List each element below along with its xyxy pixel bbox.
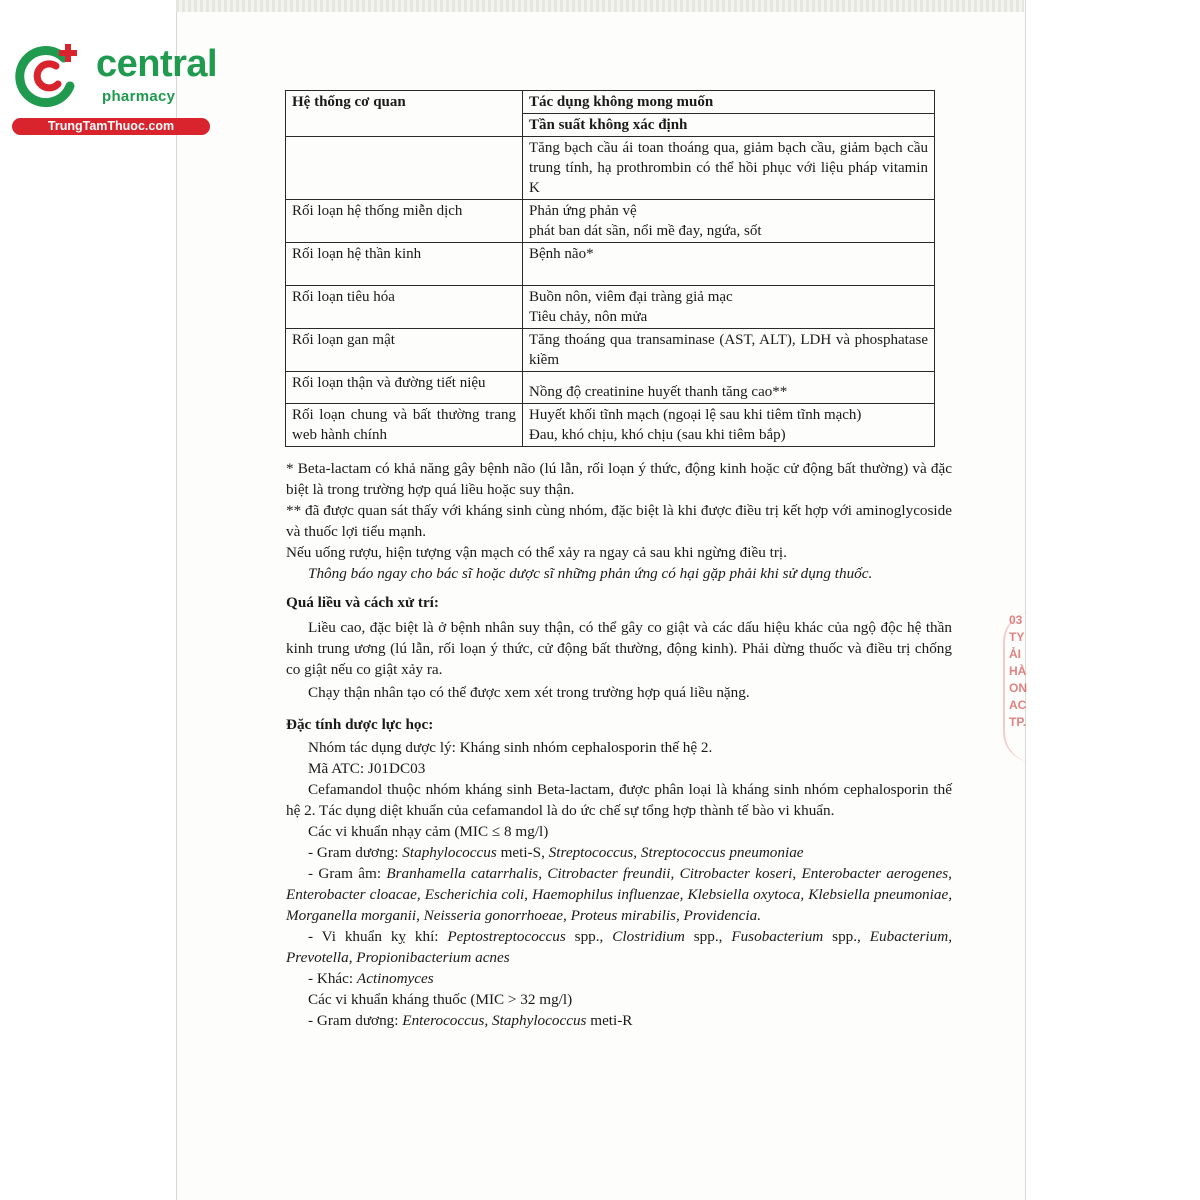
sensitive-bacteria-title: Các vi khuẩn nhạy cảm (MIC ≤ 8 mg/l) [308,823,549,840]
gram-negative-sensitive [286,863,952,926]
organism-list: Branhamella catarrhalis, Citrobacter freundii, Citrobacter koseri, Enterobacter aerogenes, Enterobacter cloacae, Escherichia coli, Haemophilus influenzae, Klebsiella oxytoca, Klebsiella pneumoniae, Morganella morganii, Neisseria gonorrhoeae, Proteus mirabilis, Providencia. [286,865,952,924]
stamp-text: TP. [1009,715,1027,729]
organism-qualifier: meti-S, [496,844,549,861]
table-footnotes [286,458,952,584]
table-row [286,200,935,243]
table-row [286,243,935,286]
organism-name: Streptococcus, Streptococcus pneumoniae [548,844,804,861]
header-adverse-effects: Tác dụng không mong muốn [523,91,935,114]
effects-cell [523,286,935,329]
organ-cell: Rối loạn chung và bất thường trang web hành chính [286,404,523,447]
anaerobic-sensitive [286,926,952,968]
resistant-bacteria-title: Các vi khuẩn kháng thuốc (MIC > 32 mg/l) [308,991,573,1008]
effect-line: Buồn nôn, viêm đại tràng giả mạc [529,289,733,305]
effect-line: Đau, khó chịu, khó chịu (sau khi tiêm bắp) [529,427,786,443]
stamp-text: HÀ [1009,664,1027,678]
note-report-adverse: Thông báo ngay cho bác sĩ hoặc dược sĩ những phản ứng có hại gặp phải khi sử dụng thuốc. [308,565,873,582]
central-pharmacy-logo[interactable] [10,38,218,138]
overdose-heading: Quá liều và cách xử trí: [286,594,439,611]
effect-line: Tiêu chảy, nôn mửa [529,309,648,325]
effect-line: Tăng thoáng qua transaminase (AST, ALT), LDH và phosphatase kiềm [529,332,928,368]
organ-cell: Rối loạn gan mật [286,329,523,372]
page-top-edge [176,0,1024,12]
table-row [286,372,935,404]
table-row [286,329,935,372]
organ-cell: Rối loạn hệ thần kinh [286,243,523,286]
effects-cell [523,137,935,200]
table-header-row [286,91,935,114]
pharmacy-logo-icon [12,40,80,108]
organism-qualifier: spp., [684,928,732,945]
gram-positive-resistant [286,1010,952,1031]
organism-qualifier: spp., [565,928,613,945]
effect-line-empty [529,264,928,284]
organism-name: Clostridium [612,928,685,945]
logo-brand-name: central [96,43,218,85]
effects-cell [523,200,935,243]
organism-name: Enterococcus, Staphylococcus [402,1012,587,1029]
overdose-paragraph: Liều cao, đặc biệt là ở bệnh nhân suy thận, có thể gây co giật và các dấu hiệu khác của ngộ độc hệ thần kinh trung ương (lú lẫn, rối loạn ý thức, cử động bất thường, động kinh). Phải dừng thuốc và điều trị chống co giật nếu co giật xảy ra. [286,619,952,678]
organ-cell: Rối loạn thận và đường tiết niệu [286,372,523,404]
footnote-beta-lactam: * Beta-lactam có khả năng gây bệnh não (lú lẫn, rối loạn ý thức, động kinh hoặc cử động bất thường) và đặc biệt là trong trường hợp quá liều hoặc suy thận. [286,460,952,498]
effects-cell [523,329,935,372]
pharmacodynamics-section [286,714,952,1031]
effect-line: Bệnh não* [529,246,594,262]
other-label: - Khác: [308,970,357,987]
organ-cell [286,137,523,200]
other-sensitive [286,968,952,989]
pharmacologic-group: Nhóm tác dụng dược lý: Kháng sinh nhóm cephalosporin thế hệ 2. [308,739,713,756]
header-frequency-unknown: Tần suất không xác định [523,114,935,137]
effect-line: Huyết khối tĩnh mạch (ngoại lệ sau khi tiêm tĩnh mạch) [529,407,862,423]
organism-name: Fusobacterium [731,928,824,945]
side-effects-table [285,90,935,447]
effects-cell [523,404,935,447]
footnote-aminoglycoside: ** đã được quan sát thấy với kháng sinh cùng nhóm, đặc biệt là khi được điều trị kết hợp với aminoglycoside và thuốc lợi tiểu mạnh. [286,502,952,540]
table-row [286,137,935,200]
effect-line: phát ban dát sần, nổi mề đay, ngứa, sốt [529,223,762,239]
note-alcohol: Nếu uống rượu, hiện tượng vận mạch có thể xảy ra ngay cả sau khi ngừng điều trị. [286,544,787,561]
mechanism-paragraph: Cefamandol thuộc nhóm kháng sinh Beta-lactam, được phân loại là kháng sinh nhóm cephalosporin thế hệ 2. Tác dụng diệt khuẩn của cefamandol là do ức chế sự tổng hợp thành tế bào vi khuẩn. [286,781,952,819]
gram-positive-label: - Gram dương: [308,844,403,861]
logo-brand-sub: pharmacy [102,88,176,105]
organism-name: Eubacterium, Prevotella, Propionibacterium acnes [286,928,952,966]
stamp-text: AC [1009,698,1027,712]
effects-cell [523,372,935,404]
stamp-text: 03 [1009,613,1023,627]
effect-line: Tăng bạch cầu ái toan thoáng qua, giảm bạch cầu, giảm bạch cầu trung tính, hạ prothrombin có thể hồi phục với liệu pháp vitamin K [529,140,928,196]
organism-name: Actinomyces [356,970,434,987]
gram-positive-sensitive [286,842,952,863]
header-organ-system: Hệ thống cơ quan [286,91,523,137]
effect-line: Phản ứng phản vệ [529,203,637,219]
effect-line: Nồng độ creatinine huyết thanh tăng cao** [529,384,788,400]
atc-code: Mã ATC: J01DC03 [308,760,426,777]
organ-cell: Rối loạn tiêu hóa [286,286,523,329]
anaerobic-label: - Vi khuẩn kỵ khí: [308,928,448,945]
organism-qualifier: meti-R [586,1012,633,1029]
table-row [286,404,935,447]
organism-name: Staphylococcus [402,844,497,861]
gram-positive-label: - Gram dương: [308,1012,403,1029]
stamp-text: ON [1009,681,1027,695]
logo-website-url[interactable]: TrungTamThuoc.com [12,118,210,135]
stamp-text: ẢI [1009,647,1021,661]
effects-cell [523,243,935,286]
organism-name: Peptostreptococcus [447,928,566,945]
pharmacodynamics-heading: Đặc tính dược lực học: [286,716,434,733]
organism-qualifier: spp., [823,928,870,945]
dialysis-paragraph: Chạy thận nhân tạo có thể được xem xét trong trường hợp quá liều nặng. [308,684,750,701]
table-row [286,286,935,329]
gram-negative-label: - Gram âm: [308,865,387,882]
organ-cell: Rối loạn hệ thống miễn dịch [286,200,523,243]
company-stamp [1003,612,1033,762]
overdose-section [286,592,952,703]
stamp-text: TY [1009,630,1025,644]
